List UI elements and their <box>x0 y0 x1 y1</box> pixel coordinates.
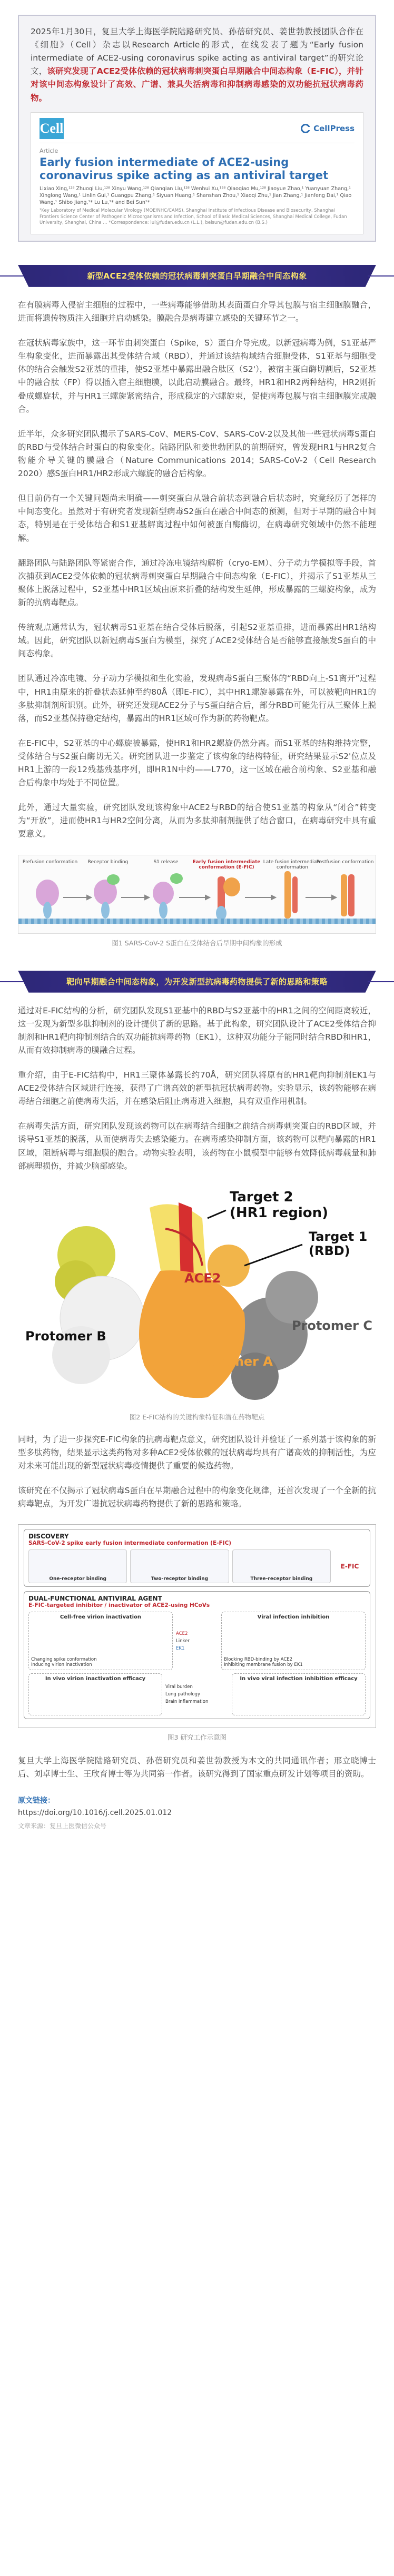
paragraph: 同时，为了进一步探究E-FIC构象的抗病毒靶点意义，研究团队设计并验证了一系列基于该构象的新型多肽药物，结果显示这类药物对多种ACE2受体依赖的冠状病毒均具有广谱高效的抑制活性，为应对未来可能出现的新型冠状病毒疫情提供了重要的候选药物。 <box>18 1434 376 1471</box>
fig1-spike-postfusion <box>341 874 354 916</box>
paragraph: 此外，通过大量实验，研究团队发现该构象中ACE2与RBD的结合使S1亚基的构象从“闭合”转变为“开放”，进而使HR1与HR2空间分离，从而为多肽抑制剂提供了结合窗口，在病毒研究中具有重要意义。 <box>18 803 376 839</box>
banner-line-left <box>0 275 26 277</box>
source-title: 原文链接： <box>18 1796 55 1805</box>
paragraph: 但目前仍有一个关键问题尚未明确——刺突蛋白从融合前状态到融合后状态时，究竟经历了怎样的中间态变化。虽然对于有研究者发现新型病毒S2蛋白在融合中间态的预测，但对于早期的融合中间态，特别是在于受体结合和S1亚基解离过程中如何被蛋白酶酶切，在病毒研究领域中仍然不能理解。 <box>18 494 376 543</box>
paper-card <box>31 112 363 234</box>
paper-authors: Lixiao Xing,¹²⁸ Zhuoqi Liu,¹²⁸ Xinyu Wang,¹²⁸ Qianqian Liu,¹²⁸ Wenhui Xu,¹²⁸ Qiaoqiao Mu,¹²⁸ Jiaoyue Zhao,¹ Yuanyuan Zhang,¹ Xinglong Wang,¹ Linlin Gui,¹ Guangpu Zhang,¹ Siyuan Huang,¹ Shanshan Zhou,¹ Xiaoqi Zhu,¹ Jian Zhang,¹ Jianfeng Dai,¹ Qiao Wang,¹ Shibo Jiang,¹* Lu Lu,¹* and Bei Sun¹* <box>40 186 352 205</box>
fig3-label: Inhibiting membrane fusion by EK1 <box>224 1662 303 1668</box>
fig3-left-header: Cell-free virion inactivation <box>60 1614 142 1621</box>
fig3-center-item: Lung pathology <box>165 1692 200 1697</box>
section-title-2: 靶向早期融合中间态构象，为开发新型抗病毒药物提供了新的思路和策略 <box>66 977 328 987</box>
paper-title: Early fusion intermediate of ACE2-using coronavirus spike acting as an antiviral target <box>40 155 329 182</box>
paragraph: 团队通过冷冻电镜、分子动力学模拟和生化实验，发现病毒S蛋白三聚体的“RBD向上-S1离开”过程中，HR1由原来的折叠状态延伸至约80Å（即E-FIC），其中HR1螺旋暴露在外，可以被靶向HR1的多肽抑制剂所识别。此外，研究还发现ACE2分子与S蛋白结合后，部分RBD可能先行从三聚体上脱落，而S2亚基保持稳定结构，暴露出的HR1区域可作为新的药物靶点。 <box>18 674 376 723</box>
fig2-protomer-b-shape <box>52 1226 144 1384</box>
fig3-discovery-block <box>24 1529 370 1587</box>
paragraph: 传统观点通常认为，冠状病毒S1亚基在结合受体后脱落，引起S2亚基重排，进而暴露出HR1结构域。因此，研究团队以新冠病毒S蛋白为模型，探究了ACE2受体结合是否能够直接触发S蛋白的中间态构象。 <box>18 623 376 659</box>
fig1-stage-label: Prefusion conformation <box>22 859 78 865</box>
cell-logo <box>40 118 64 139</box>
paragraph: 在病毒失活方面，研究团队发现该药物可以在病毒结合细胞之前结合病毒刺突蛋白的RBD区域，并诱导S1亚基的脱落，从而使病毒失去感染能力。在病毒感染抑制方面，该药物可以靶向暴露的HR1区域，阻断病毒与细胞膜的融合。动物实验表明，该药物在小鼠模型中能够有效降低病毒载量和肺部病理损伤，并减少脑部感染。 <box>18 1121 376 1171</box>
fig3-right-art <box>224 1620 363 1657</box>
fig3-panel-caption: Two-receptor binding <box>151 1576 209 1582</box>
fig1-stage-label: Late fusion intermediate conformation <box>263 859 322 870</box>
fig1-stage-label: Postfusion conformation <box>316 859 374 865</box>
section-banner-1 <box>18 265 376 287</box>
fig3-discovery-title: DISCOVERY <box>28 1533 69 1541</box>
fig3-label: Inducing virion inactivation <box>31 1662 92 1668</box>
fig3-right-block <box>221 1612 366 1670</box>
fig3-agent-row <box>28 1612 366 1670</box>
fig2-protomer-b-label: Protomer B <box>25 1328 106 1344</box>
cellpress-text: CellPress <box>313 124 354 134</box>
fig3-panel <box>130 1549 229 1583</box>
intro-highlight: 该研究发现了ACE2受体依赖的冠状病毒刺突蛋白早期融合中间态构象（E-FIC），并针对该中间态构象设计了高效、广谱、兼具失活病毒和抑制病毒感染的双功能抗冠状病毒药物。 <box>31 66 363 103</box>
fig2-target2-sub: (HR1 region) <box>230 1205 329 1221</box>
fig3-agent-sub: E-FIC-targeted inhibitor / inactivator of ACE2-using HCoVs <box>28 1602 210 1609</box>
paragraph: 该研究在不仅揭示了冠状病毒S蛋白在早期融合过程中的构象变化规律，还首次发现了一个全新的抗病毒靶点，为开发广谱抗冠状病毒药物提供了新的思路和策略。 <box>18 1486 376 1509</box>
fig3-efic-label: E-FIC <box>340 1563 359 1571</box>
fig3-right-header: Viral infection inhibition <box>257 1614 330 1621</box>
cellpress-logo <box>301 124 354 133</box>
paper-header <box>40 119 354 143</box>
fig1-spike-binding <box>94 874 120 919</box>
figure-1 <box>18 855 376 948</box>
paragraph: 在有膜病毒入侵宿主细胞的过程中，一些病毒能够借助其表面蛋白介导其包膜与宿主细胞膜融合，进而将遗传物质注入细胞并启动感染。膜融合是病毒建立感染的关键环节之一。 <box>18 300 376 323</box>
intro-paragraph <box>31 25 363 105</box>
fig2-target1-sub: (RBD) <box>309 1243 350 1259</box>
paper-kind: Article <box>40 147 58 154</box>
banner-line-left <box>0 981 26 982</box>
fig3-bottom-left <box>28 1673 162 1715</box>
fig3-left-block <box>28 1612 173 1670</box>
fig2-target1-title: Target 1 <box>309 1229 368 1244</box>
fig1-spike-efic <box>216 876 240 921</box>
fig3-center-items <box>165 1673 229 1715</box>
fig3-center-item: Brain inflammation <box>165 1699 209 1705</box>
figure-1-image <box>18 855 376 934</box>
fig2-target2-title: Target 2 <box>230 1189 293 1205</box>
fig3-agent-title: DUAL-FUNCTIONAL ANTIVIRAL AGENT <box>28 1595 162 1603</box>
paragraph: 在E-FIC中，S2亚基的中心螺旋被暴露，使HR1和HR2螺旋仍然分离。而S1亚基的结构维持完整，受体结合与S2蛋白酶切无关。研究团队进一步鉴定了该构象的结构特征，研究结果显示S2'位点及HR1上游的一段12残基残基序列，即HR1N中约——L770，这一区域在融合前构象、S2亚基和融合后构象中均处于不同位置。 <box>18 738 376 788</box>
figure-3 <box>18 1524 376 1742</box>
figure-2 <box>18 1187 376 1422</box>
paragraph: 重介绍，由于E-FIC结构中，HR1三聚体暴露长约70Å，研究团队将原有的HR1靶向抑制剂EK1与ACE2受体结合区域进行连接，获得了广谱高效的新型抗冠状病毒药物。实验显示，该药物能够在病毒结合细胞之前使病毒失活，并在感染后阻止病毒进入细胞，具有双重作用机制。 <box>18 1070 376 1107</box>
paragraph: 通过对E-FIC结构的分析，研究团队发现S1亚基中的RBD与S2亚基中的HR1之间的空间距离较近，这一发现为新型多肽抑制剂的设计提供了新的思路。基于此构象，研究团队设计了ACE2受体结合抑制剂和HR1靶向抑制剂结合的双功能抗病毒药物（EK1），这种双功能分子能同时结合RBD和HR1，从而有效抑制病毒的膜融合过程。 <box>18 1005 376 1055</box>
fig3-panel-caption: Three-receptor binding <box>250 1576 313 1582</box>
paragraph: 在冠状病毒家族中，这一环节由刺突蛋白（Spike，S）蛋白介导完成。以新冠病毒为例，S1亚基严生构象变化，进而暴露出其受体结合域（RBD），并通过该结构域结合细胞受体，S1亚基与细胞受体的结合会触发S2亚基的重排，使S2亚基中暴露出融合肽区（S2'），被宿主蛋白酶切割后，S2亚基中的融合肽（FP）得以插入宿主细胞膜，以此启动膜融合。最终，HR1和HR2两种结构，HR2则折叠成螺旋状，并与HR1三螺旋紧密结合，形成稳定的六螺旋束，促使病毒包膜与宿主细胞膜完成融合。 <box>18 338 376 414</box>
section-title-1: 新型ACE2受体依赖的冠状病毒刺突蛋白早期融合中间态构象 <box>87 271 307 281</box>
paragraph: 近半年，众多研究团队揭示了SARS-CoV、MERS-CoV、SARS-CoV-2以及其他一些冠状病毒S蛋白的RBD与受体结合时蛋白的构象变化。陆路团队和姜世勃团队的前期研究，曾发现HR1与HR2复合物能介导关键的膜融合（Nature Communications 2014；SARS-CoV-2（Cell Research 2020）感S蛋白HR1/HR2形成六螺旋的融合后构象。 <box>18 429 376 479</box>
source-link[interactable]: https://doi.org/10.1016/j.cell.2025.01.012 <box>18 1808 172 1817</box>
fig2-target1 <box>309 1230 367 1259</box>
paragraph: 翻路团队与陆路团队等紧密合作，通过冷冻电镜结构解析（cryo-EM）、分子动力学模拟等手段，首次捕获到ACE2受体依赖的冠状病毒刺突蛋白早期融合中间态构象（E-FIC），并揭示了S1亚基从三聚体上脱落过程中，S2亚基中HR1区域由原来折叠的结构发生延伸，形成暴露的三螺旋构象，成为新的抗病毒靶点。 <box>18 558 376 607</box>
fig3-panel-caption: One-receptor binding <box>49 1576 107 1582</box>
cell-logo-text: Cell <box>40 118 64 139</box>
fig1-stage-label: Early fusion intermediate conformation (E-FIC) <box>192 859 261 870</box>
figure-2-caption: 图2 E-FIC结构的关键构象特征和潜在药物靶点 <box>129 1413 265 1421</box>
fig3-discovery-row <box>28 1549 366 1583</box>
figure-3-caption: 图3 研究工作示意图 <box>168 1733 226 1742</box>
fig3-center-item: Viral burden <box>165 1684 193 1690</box>
fig1-stage-label: Receptor binding <box>87 859 129 865</box>
figure-2-image <box>18 1187 376 1408</box>
fig2-protomer-c-label: Protomer C <box>292 1318 372 1333</box>
fig3-legend-item: ACE2 <box>176 1631 188 1636</box>
source-credit: 文章来源：复旦上医微信公众号 <box>18 1822 107 1830</box>
figure-1-caption: 图1 SARS-CoV-2 S蛋白在受体结合后早期中间构象的形成 <box>112 939 282 947</box>
intro-box <box>18 15 376 242</box>
fig3-label: Blocking RBD-binding by ACE2 <box>224 1657 293 1663</box>
fig1-membrane <box>18 919 376 924</box>
figure-3-image <box>18 1524 376 1728</box>
fig2-target2 <box>230 1190 328 1221</box>
intro-text: 2025年1月30日，复旦大学上海医学院陆路研究员、孙蓓研究员、姜世勃教授团队合作在《细胞》（Cell）杂志以Research Article的形式，在线发表了题为“Early fusion intermediate of ACE2-using coronavirus spike acting as antiviral target”的研究论文， <box>31 27 363 76</box>
fig1-stage-label: S1 release <box>153 859 179 865</box>
fig3-discovery-sub: SARS-CoV-2 spike early fusion intermediate conformation (E-FIC) <box>28 1540 232 1547</box>
fig3-label: Changing spike conformation <box>31 1657 97 1663</box>
fig3-bottom-right <box>232 1673 366 1715</box>
fig3-panel <box>232 1549 331 1583</box>
fig3-legend <box>176 1612 218 1670</box>
fig2-protomer-a-label: Protomer A <box>192 1354 273 1369</box>
fig3-bottom-left-header: In vivo virion inactivation efficacy <box>45 1676 146 1682</box>
paper-affiliations: ¹Key Laboratory of Medical Molecular Virology (MOE/NHC/CAMS), Shanghai Institute of Infectious Disease and Biosecurity, Shanghai Frontiers Science Center of Pathogenic Microorganisms and Infection, School of Basic Medical Sciences, Shanghai Medical College, Fudan University, Shanghai, China ... *Correspondence: lul@fudan.edu.cn (L.L.), beisun@fudan.edu.cn (B.S.) <box>40 208 347 226</box>
fig1-spike-release <box>153 873 183 919</box>
fig3-agent-block <box>24 1591 370 1719</box>
section-banner-2 <box>18 971 376 993</box>
article-page <box>0 15 394 1846</box>
banner-line-right <box>368 981 394 982</box>
fig3-left-art <box>31 1620 170 1657</box>
fig3-legend-item: EK1 <box>176 1645 185 1651</box>
footer-paragraph: 复旦大学上海医学院陆路研究员、孙蓓研究员和姜世勃教授为本文的共同通讯作者；邢立晓博士后、刘卓博士生、王欣育博士等为共同第一作者。该研究得到了国家重点研发计划等项目的资助。 <box>18 1756 376 1779</box>
banner-line-right <box>368 275 394 277</box>
fig2-ace2-label: ACE2 <box>184 1270 221 1286</box>
fig1-spike-late <box>284 871 298 919</box>
fig3-legend-item: Linker <box>176 1638 190 1644</box>
fig1-spike-prefusion <box>36 880 59 919</box>
fig3-panel <box>28 1549 127 1583</box>
cellpress-icon <box>301 124 310 133</box>
fig3-bottom-row <box>28 1673 366 1715</box>
fig3-bottom-right-header: In vivo viral infection inhibition efficacy <box>240 1676 358 1682</box>
